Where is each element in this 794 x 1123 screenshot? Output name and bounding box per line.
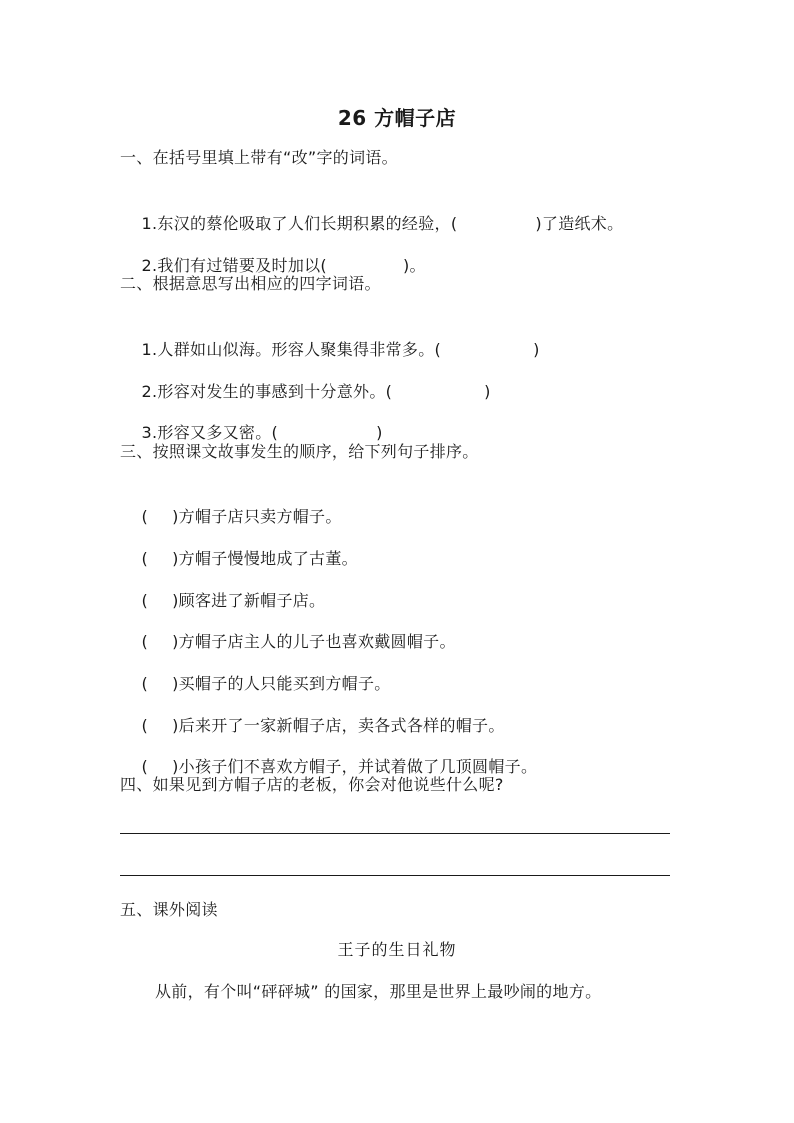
q2-text-after: )。 xyxy=(402,256,426,275)
answer-writing-line[interactable] xyxy=(120,875,670,876)
page-title: 26 方帽子店 xyxy=(337,106,457,130)
section4-heading: 四、如果见到方帽子店的老板，你会对他说些什么呢? xyxy=(120,775,504,794)
ordering-item-text: 小孩子们不喜欢方帽子，并试着做了几顶圆帽子。 xyxy=(178,757,538,776)
section5-heading: 五、课外阅读 xyxy=(120,900,218,919)
ordering-item-text: 后来开了一家新帽子店，卖各式各样的帽子。 xyxy=(178,716,505,735)
close-paren: ) xyxy=(172,757,179,776)
close-paren: ) xyxy=(172,591,179,610)
ordering-item-text: 方帽子慢慢地成了古董。 xyxy=(178,549,358,568)
ordering-item-text: 方帽子店只卖方帽子。 xyxy=(178,507,342,526)
story-title: 王子的生日礼物 xyxy=(337,940,457,959)
close-paren: ) xyxy=(172,507,179,526)
close-paren: ) xyxy=(172,632,179,651)
close-paren: ) xyxy=(172,716,179,735)
section2-heading: 二、根据意思写出相应的四字词语。 xyxy=(120,274,381,293)
ordering-item-text: 方帽子店主人的儿子也喜欢戴圆帽子。 xyxy=(178,632,456,651)
open-paren: ( xyxy=(141,716,149,735)
close-paren: ) xyxy=(172,674,179,693)
close-paren: ) xyxy=(172,549,179,568)
open-paren: ( xyxy=(141,507,149,526)
answer-writing-line[interactable] xyxy=(120,833,670,834)
q1-text-before: 1.东汉的蔡伦吸取了人们长期积累的经验，( xyxy=(141,214,458,233)
section1-heading: 一、在括号里填上带有“改”字的词语。 xyxy=(120,148,398,167)
ordering-item-text: 买帽子的人只能买到方帽子。 xyxy=(178,674,391,693)
section3-heading: 三、按照课文故事发生的顺序，给下列句子排序。 xyxy=(120,442,479,461)
open-paren: ( xyxy=(141,591,149,610)
q3-text-after: ) xyxy=(376,423,383,442)
q1-text-after: )了造纸术。 xyxy=(535,214,624,233)
q1-text-before: 1.人群如山似海。形容人聚集得非常多。( xyxy=(141,340,442,359)
open-paren: ( xyxy=(141,757,149,776)
open-paren: ( xyxy=(141,632,149,651)
open-paren: ( xyxy=(141,549,149,568)
ordering-item-text: 顾客进了新帽子店。 xyxy=(178,591,326,610)
q3-text-before: 3.形容又多又密。( xyxy=(141,423,279,442)
open-paren: ( xyxy=(141,674,149,693)
q2-text-before: 2.形容对发生的事感到十分意外。( xyxy=(141,382,393,401)
story-paragraph: 从前，有个叫“砰砰城” 的国家，那里是世界上最吵闹的地方。 xyxy=(155,982,602,1001)
q2-text-after: ) xyxy=(484,382,491,401)
q1-text-after: ) xyxy=(533,340,540,359)
q2-text-before: 2.我们有过错要及时加以( xyxy=(141,256,327,275)
